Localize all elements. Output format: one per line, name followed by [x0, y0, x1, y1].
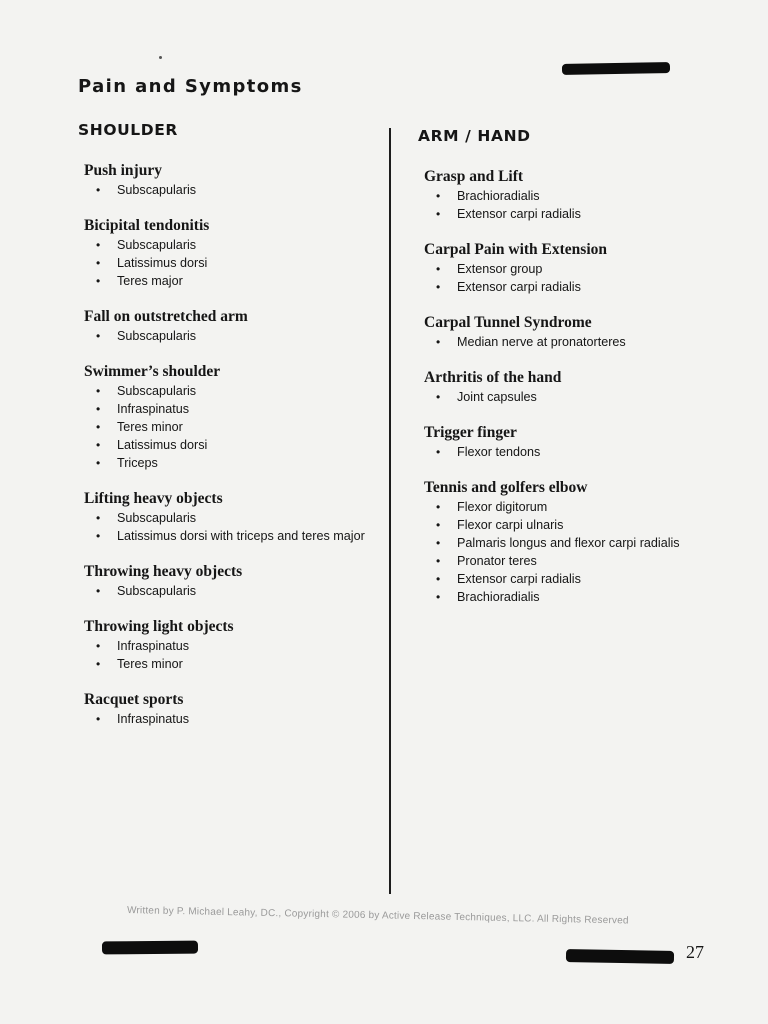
bullet-icon: •	[96, 183, 101, 197]
condition-title: Swimmer’s shoulder	[84, 363, 221, 380]
muscle-list	[78, 181, 408, 199]
bullet-icon: •	[96, 639, 101, 653]
muscle-name: Subscapularis	[117, 511, 197, 525]
condition-block	[418, 240, 748, 296]
muscle-name: Infraspinatus	[117, 639, 190, 653]
list-item	[84, 272, 408, 290]
section-heading-arm-hand: ARM / HAND	[418, 127, 531, 145]
muscle-name: Brachioradialis	[457, 590, 540, 604]
condition-title: Push injury	[84, 162, 162, 179]
muscle-name: Flexor carpi ulnaris	[457, 518, 564, 532]
muscle-name: Subscapularis	[117, 329, 197, 343]
bullet-icon: •	[436, 262, 441, 276]
list-item	[84, 527, 408, 545]
bullet-icon: •	[436, 572, 441, 586]
bullet-icon: •	[436, 554, 441, 568]
muscle-name: Triceps	[117, 456, 158, 470]
bullet-icon: •	[436, 390, 441, 404]
redaction-mark	[102, 941, 198, 955]
list-item	[424, 516, 748, 534]
list-item	[424, 588, 748, 606]
list-item	[424, 278, 748, 296]
bullet-icon: •	[96, 511, 101, 525]
muscle-name: Teres major	[117, 274, 183, 288]
condition-title: Arthritis of the hand	[424, 369, 562, 386]
bullet-icon: •	[96, 256, 101, 270]
list-item	[84, 655, 408, 673]
muscle-list	[418, 187, 748, 223]
muscle-name: Latissimus dorsi	[117, 438, 208, 452]
muscle-name: Flexor digitorum	[457, 500, 548, 514]
condition-title: Tennis and golfers elbow	[424, 479, 588, 496]
muscle-name: Subscapularis	[117, 384, 197, 398]
condition-title: Racquet sports	[84, 691, 184, 708]
muscle-name: Median nerve at pronatorteres	[457, 335, 626, 349]
bullet-icon: •	[436, 590, 441, 604]
redaction-mark	[566, 949, 674, 964]
list-item	[424, 260, 748, 278]
condition-block	[78, 690, 408, 728]
muscle-list	[78, 582, 408, 600]
list-item	[424, 187, 748, 205]
bullet-icon: •	[96, 402, 101, 416]
muscle-name: Brachioradialis	[457, 189, 540, 203]
muscle-name: Extensor carpi radialis	[457, 280, 581, 294]
bullet-icon: •	[436, 500, 441, 514]
muscle-name: Flexor tendons	[457, 445, 541, 459]
shoulder-column	[78, 121, 408, 745]
muscle-name: Latissimus dorsi with triceps and teres major	[117, 529, 365, 543]
list-item	[424, 205, 748, 223]
muscle-list	[418, 498, 748, 606]
list-item	[84, 327, 408, 345]
muscle-list	[78, 710, 408, 728]
list-item	[84, 436, 408, 454]
redaction-mark	[562, 62, 670, 75]
muscle-name: Infraspinatus	[117, 402, 190, 416]
condition-block	[78, 562, 408, 600]
muscle-name: Subscapularis	[117, 238, 197, 252]
bullet-icon: •	[436, 518, 441, 532]
list-item	[424, 570, 748, 588]
section-heading-shoulder: SHOULDER	[78, 121, 178, 139]
muscle-name: Palmaris longus and flexor carpi radialis	[457, 536, 680, 550]
list-item	[84, 582, 408, 600]
list-item	[84, 418, 408, 436]
muscle-name: Joint capsules	[457, 390, 537, 404]
muscle-name: Teres minor	[117, 420, 183, 434]
bullet-icon: •	[96, 529, 101, 543]
list-item	[424, 552, 748, 570]
page-number: 27	[686, 942, 704, 962]
muscle-list	[78, 509, 408, 545]
bullet-icon: •	[96, 329, 101, 343]
column-divider	[389, 128, 391, 894]
condition-block	[418, 368, 748, 406]
condition-block	[418, 313, 748, 351]
muscle-name: Infraspinatus	[117, 712, 190, 726]
page-title: Pain and Symptoms	[78, 76, 303, 97]
muscle-list	[78, 327, 408, 345]
bullet-icon: •	[436, 280, 441, 294]
muscle-list	[418, 260, 748, 296]
condition-title: Carpal Pain with Extension	[424, 241, 608, 258]
condition-title: Carpal Tunnel Syndrome	[424, 314, 592, 331]
list-item	[424, 498, 748, 516]
bullet-icon: •	[96, 712, 101, 726]
list-item	[84, 509, 408, 527]
list-item	[84, 382, 408, 400]
condition-title: Throwing heavy objects	[84, 563, 243, 580]
bullet-icon: •	[96, 420, 101, 434]
muscle-list	[418, 333, 748, 351]
condition-block	[418, 167, 748, 223]
bullet-icon: •	[436, 335, 441, 349]
condition-title: Throwing light objects	[84, 618, 234, 635]
bullet-icon: •	[96, 238, 101, 252]
bullet-icon: •	[96, 456, 101, 470]
condition-title: Bicipital tendonitis	[84, 217, 210, 234]
bullet-icon: •	[436, 189, 441, 203]
list-item	[84, 637, 408, 655]
muscle-list	[78, 637, 408, 673]
muscle-name: Subscapularis	[117, 183, 197, 197]
muscle-list	[78, 236, 408, 290]
arm-hand-column	[418, 127, 748, 623]
list-item	[84, 254, 408, 272]
condition-block	[78, 307, 408, 345]
condition-title: Grasp and Lift	[424, 168, 524, 185]
bullet-icon: •	[436, 536, 441, 550]
muscle-list	[418, 443, 748, 461]
scan-speck	[159, 56, 162, 59]
bullet-icon: •	[436, 207, 441, 221]
list-item	[424, 443, 748, 461]
muscle-name: Teres minor	[117, 657, 183, 671]
bullet-icon: •	[96, 384, 101, 398]
condition-block	[78, 617, 408, 673]
bullet-icon: •	[96, 657, 101, 671]
condition-block	[78, 489, 408, 545]
bullet-icon: •	[96, 438, 101, 452]
condition-block	[78, 216, 408, 290]
bullet-icon: •	[436, 445, 441, 459]
bullet-icon: •	[96, 274, 101, 288]
list-item	[84, 400, 408, 418]
arm-hand-conditions	[418, 167, 748, 606]
muscle-name: Extensor group	[457, 262, 543, 276]
list-item	[424, 388, 748, 406]
condition-block	[418, 423, 748, 461]
list-item	[424, 333, 748, 351]
bullet-icon: •	[96, 584, 101, 598]
list-item	[84, 710, 408, 728]
list-item	[424, 534, 748, 552]
muscle-name: Subscapularis	[117, 584, 197, 598]
list-item	[84, 236, 408, 254]
muscle-list	[418, 388, 748, 406]
muscle-name: Extensor carpi radialis	[457, 207, 581, 221]
muscle-name: Latissimus dorsi	[117, 256, 208, 270]
condition-title: Lifting heavy objects	[84, 490, 223, 507]
list-item	[84, 454, 408, 472]
muscle-name: Extensor carpi radialis	[457, 572, 581, 586]
muscle-name: Pronator teres	[457, 554, 537, 568]
condition-title: Trigger finger	[424, 424, 517, 441]
copyright-footer: Written by P. Michael Leahy, DC., Copyright © 2006 by Active Release Techniques, LLC. All Rights Reserved	[126, 905, 629, 927]
list-item	[84, 181, 408, 199]
shoulder-conditions	[78, 161, 408, 728]
condition-title: Fall on outstretched arm	[84, 308, 248, 325]
condition-block	[78, 362, 408, 472]
muscle-list	[78, 382, 408, 472]
condition-block	[418, 478, 748, 606]
condition-block	[78, 161, 408, 199]
